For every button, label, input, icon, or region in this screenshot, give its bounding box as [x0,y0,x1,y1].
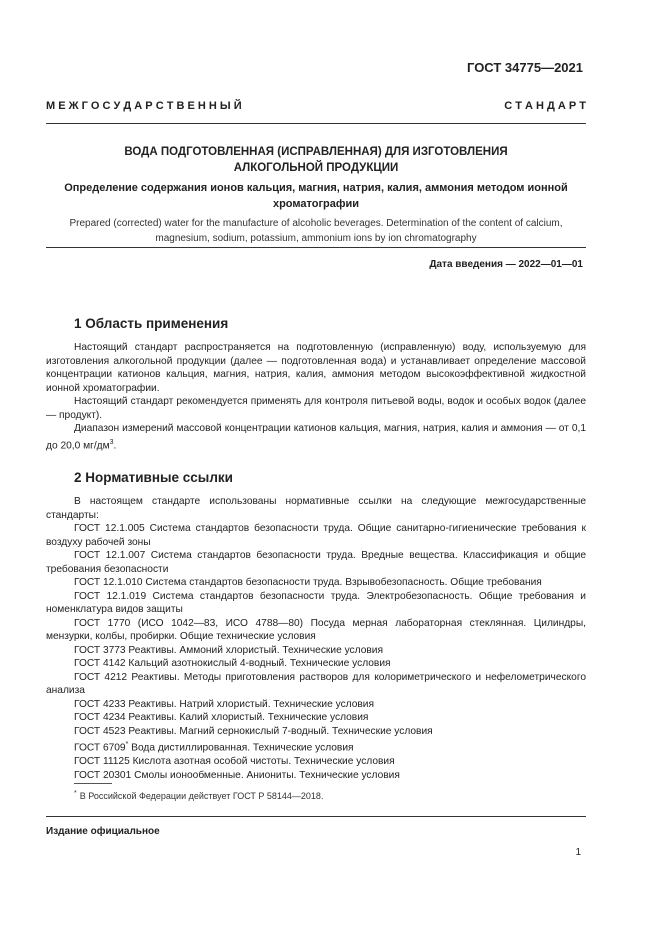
superscript: 3 [109,438,114,446]
introduction-date: Дата введения — 2022—01—01 [429,259,583,270]
paragraph: В настоящем стандарте использованы нормативные ссылки на следующие межгосударственные стандарты: [46,496,586,521]
section-normative-references [46,470,586,782]
subtitle-russian-line1: Определение содержания ионов кальция, магния, натрия, калия, аммония методом ионной [64,182,568,194]
paragraph [46,422,586,452]
section-heading: 1 Область применения [74,316,229,331]
reference-item: ГОСТ 11125 Кислота азотная особой чистоты. Технические условия [74,756,395,768]
reference-item: ГОСТ 4233 Реактивы. Натрий хлористый. Технические условия [74,698,375,710]
footnote-text: В Российской Федерации действует ГОСТ Р 58144—2018. [79,791,324,801]
reference-item: ГОСТ 4523 Реактивы. Магний сернокислый 7-водный. Технические условия [74,725,433,737]
section-scope [46,316,586,452]
title-english-line2: magnesium, sodium, potassium, ammonium ions by ion chromatography [155,233,477,244]
page-number: 1 [575,847,581,858]
document-number: ГОСТ 34775—2021 [467,60,583,75]
reference-item [46,738,586,755]
reference-item: ГОСТ 1770 (ИСО 1042—83, ИСО 4788—80) Посуда мерная лабораторная стеклянная. Цилиндры, мензурки, колбы, пробирки. Общие технические условия [46,617,586,643]
reference-item: ГОСТ 12.1.010 Система стандартов безопасности труда. Взрывобезопасность. Общие требования [74,577,542,589]
reference-item: ГОСТ 12.1.005 Система стандартов безопасности труда. Общие санитарно-гигиенические требования к воздуху рабочей зоны [46,523,586,548]
reference-item: ГОСТ 4142 Кальций азотнокислый 4-водный. Технические условия [74,658,391,670]
interstate-label: М Е Ж Г О С У Д А Р С Т В Е Н Н Ы Й [46,100,242,112]
reference-code: ГОСТ 6709 [74,742,126,754]
official-edition-label: Издание официальное [46,826,160,837]
reference-item: ГОСТ 12.1.007 Система стандартов безопасности труда. Вредные вещества. Классификация и общие требования безопасности [46,550,586,575]
reference-item: ГОСТ 3773 Реактивы. Аммоний хлористый. Технические условия [74,644,383,656]
paragraph: Настоящий стандарт рекомендуется применять для контроля питьевой воды, водок и особых водок (далее — продукт). [46,396,586,421]
reference-item: ГОСТ 4212 Реактивы. Методы приготовления растворов для колориметрического и нефелометрического анализа [46,671,586,697]
footnote [74,790,323,801]
reference-title: Вода дистиллированная. Технические условия [128,742,354,754]
title-english-line1: Prepared (corrected) water for the manufacture of alcoholic beverages. Determination of the content of calcium, [69,218,563,229]
interstate-standard-banner [46,100,586,112]
title-block [46,144,586,246]
paragraph: Настоящий стандарт распространяется на подготовленную (исправленную) воду, используемую для изготовления алкогольной продукции (далее — подготовленная вода) и устанавливает определение массовой концентрации катионов кальция, магния, натрия, калия, аммония методом высокоэффективной жидкостной ионной хроматографии. [46,342,586,394]
footnote-divider [74,783,112,784]
divider-middle [46,247,586,248]
paragraph-text: Диапазон измерений массовой концентрации катионов кальция, магния, натрия, калия и аммония — от 0,1 до 20,0 мг/дм [46,423,586,451]
document-body [46,316,586,796]
title-russian-line2: АЛКОГОЛЬНОЙ ПРОДУКЦИИ [233,162,399,174]
subtitle-russian-line2: хроматографии [272,198,360,210]
footnote-mark: * [125,741,129,749]
reference-item: ГОСТ 20301 Смолы ионообменные. Аниониты. Технические условия [74,769,400,781]
paragraph-end: . [113,439,117,451]
title-russian-line1: ВОДА ПОДГОТОВЛЕННАЯ (ИСПРАВЛЕННАЯ) ДЛЯ ИЗГОТОВЛЕНИЯ [124,146,508,158]
divider-top [46,123,586,124]
section-heading: 2 Нормативные ссылки [74,470,233,486]
reference-item: ГОСТ 12.1.019 Система стандартов безопасности труда. Электробезопасность. Общие требования и номенклатура видов защиты [46,590,586,616]
footnote-mark: * [74,790,77,797]
standard-label: С Т А Н Д А Р Т [504,100,586,112]
divider-bottom [46,816,586,817]
reference-item: ГОСТ 4234 Реактивы. Калий хлористый. Технические условия [74,712,369,724]
